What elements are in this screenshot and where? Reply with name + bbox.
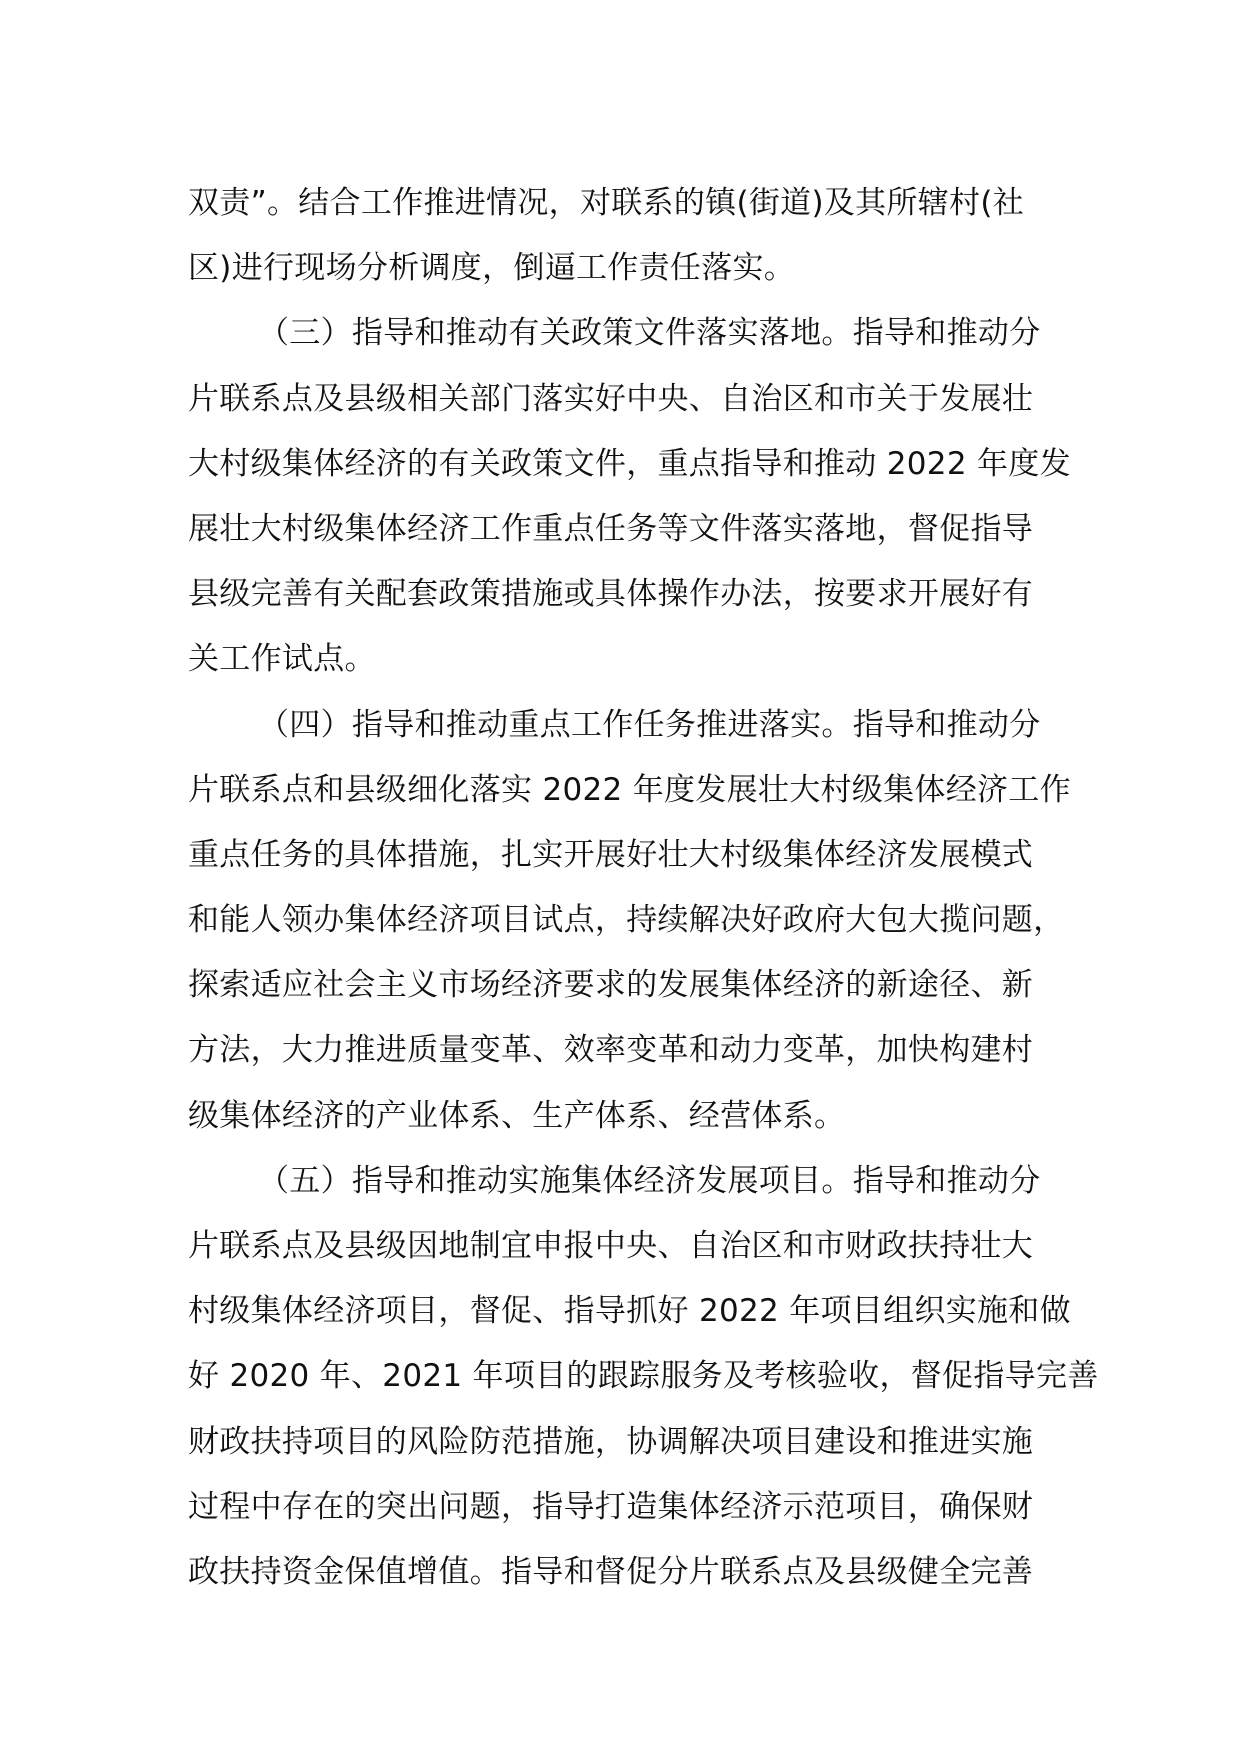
section-heading-line: （四）指导和推动重点工作任务推进落实。指导和推动分 — [258, 706, 1041, 743]
section-heading-line: （五）指导和推动实施集体经济发展项目。指导和推动分 — [258, 1162, 1041, 1199]
text-line: 重点任务的具体措施，扎实开展好壮大村级集体经济发展模式 — [188, 836, 1034, 873]
text-line: 级集体经济的产业体系、生产体系、经营体系。 — [188, 1097, 846, 1134]
text-line: 片联系点和县级细化落实 2022 年度发展壮大村级集体经济工作 — [188, 771, 1071, 808]
text-line: 展壮大村级集体经济工作重点任务等文件落实落地，督促指导 — [188, 510, 1034, 547]
text-line: 探索适应社会主义市场经济要求的发展集体经济的新途径、新 — [188, 967, 1034, 1004]
text-line: 区)进行现场分析调度，倒逼工作责任落实。 — [188, 250, 796, 287]
text-line: 片联系点及县级相关部门落实好中央、自治区和市关于发展壮 — [188, 380, 1034, 417]
text-line: 大村级集体经济的有关政策文件，重点指导和推动 2022 年度发 — [188, 445, 1071, 482]
text-line: 县级完善有关配套政策措施或具体操作办法，按要求开展好有 — [188, 576, 1034, 613]
text-line: 村级集体经济项目，督促、指导抓好 2022 年项目组织实施和做 — [188, 1293, 1071, 1330]
text-line: 政扶持资金保值增值。指导和督促分片联系点及县级健全完善 — [188, 1553, 1034, 1590]
body-text — [188, 171, 1099, 1605]
text-line: 关工作试点。 — [188, 641, 376, 678]
text-line: 过程中存在的突出问题，指导打造集体经济示范项目，确保财 — [188, 1488, 1034, 1525]
text-line: 和能人领办集体经济项目试点，持续解决好政府大包大揽问题， — [188, 902, 1065, 939]
text-line: 双责”。结合工作推进情况，对联系的镇(街道)及其所辖村(社 — [188, 185, 1025, 221]
section-heading-line: （三）指导和推动有关政策文件落实落地。指导和推动分 — [258, 315, 1041, 352]
text-line: 好 2020 年、2021 年项目的跟踪服务及考核验收，督促指导完善 — [188, 1358, 1099, 1395]
text-line: 财政扶持项目的风险防范措施，协调解决项目建设和推进实施 — [188, 1423, 1034, 1460]
text-line: 片联系点及县级因地制宜申报中央、自治区和市财政扶持壮大 — [188, 1228, 1034, 1264]
text-line: 方法，大力推进质量变革、效率变革和动力变革，加快构建村 — [188, 1032, 1034, 1069]
